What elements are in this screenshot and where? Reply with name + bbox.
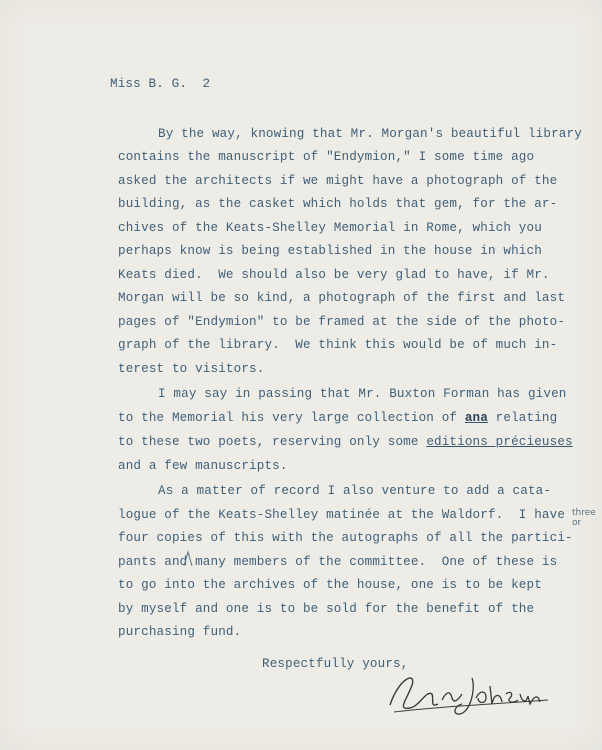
p1-line-2: contains the manuscript of "Endymion," I some time ago bbox=[118, 150, 535, 164]
p3-line-5: to go into the archives of the house, one is to be kept bbox=[118, 578, 542, 592]
closing: Respectfully yours, bbox=[262, 657, 409, 671]
p3-line-3: four copies of this with the autographs of all the partici- bbox=[118, 531, 573, 545]
p1-line-3: asked the architects if we might have a photograph of the bbox=[118, 174, 558, 188]
p1-line-4: building, as the casket which holds that gem, for the ar- bbox=[118, 197, 558, 211]
p2-line-3 bbox=[118, 435, 573, 449]
p2-line-2 bbox=[118, 411, 557, 425]
p2-line-2-prefix: to the Memorial his very large collection of bbox=[118, 411, 465, 425]
handwritten-insert: three or bbox=[572, 508, 596, 528]
p3-line-4-suffix: many members of the committee. One of these is bbox=[187, 555, 558, 569]
p1-line-10: graph of the library. We think this would be of much in- bbox=[118, 338, 558, 352]
p2-line-4: and a few manuscripts. bbox=[118, 459, 288, 473]
signature bbox=[380, 660, 560, 720]
p1-line-11: terest to visitors. bbox=[118, 362, 265, 376]
editions-precieuses: editions précieuses bbox=[426, 435, 573, 449]
p1-line-6: perhaps know is being established in the house in which bbox=[118, 244, 542, 258]
insertion-caret-mark bbox=[182, 548, 194, 568]
p1-line-1: By the way, knowing that Mr. Morgan's beautiful library bbox=[158, 127, 582, 141]
p2-line-3-prefix: to these two poets, reserving only some bbox=[118, 435, 427, 449]
p1-line-5: chives of the Keats-Shelley Memorial in Rome, which you bbox=[118, 221, 542, 235]
p3-line-2: logue of the Keats-Shelley matinée at the Waldorf. I have bbox=[118, 508, 566, 522]
p1-line-8: Morgan will be so kind, a photograph of the first and last bbox=[118, 291, 566, 305]
p1-line-7: Keats died. We should also be very glad to have, if Mr. bbox=[118, 268, 550, 282]
p3-line-1: As a matter of record I also venture to add a cata- bbox=[158, 484, 552, 498]
page-header: Miss B. G. 2 bbox=[110, 77, 211, 91]
ana-word: ana bbox=[464, 411, 488, 425]
p1-line-9: pages of "Endymion" to be framed at the side of the photo- bbox=[118, 315, 566, 329]
p3-line-7: purchasing fund. bbox=[118, 625, 242, 639]
p3-line-4-prefix: pants and bbox=[118, 555, 188, 569]
p3-line-6: by myself and one is to be sold for the benefit of the bbox=[118, 602, 535, 616]
p2-line-1: I may say in passing that Mr. Buxton Forman has given bbox=[158, 387, 567, 401]
p2-line-2-suffix: relating bbox=[487, 411, 558, 425]
